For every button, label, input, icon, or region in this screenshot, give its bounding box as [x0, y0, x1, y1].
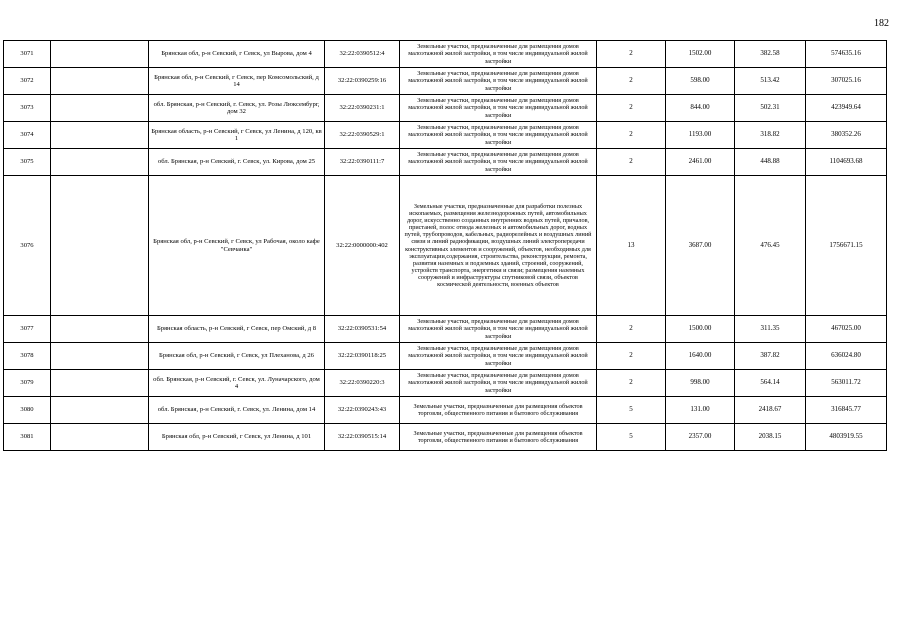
table-row: [4, 149, 887, 176]
address-cell: обл. Брянская, р-н Севский, г. Севск, ул. Луначарского, дом 4: [149, 370, 325, 397]
table-row: [4, 68, 887, 95]
area-cell: 998.00: [666, 370, 735, 397]
rate-cell: 476.45: [735, 176, 806, 316]
row-number: 3072: [4, 68, 51, 95]
page-number: 182: [874, 18, 889, 29]
blank-cell: [51, 149, 149, 176]
cadastral-number-cell: 32:22:0000000:402: [325, 176, 400, 316]
land-use-cell: Земельные участки, предназначенные для размещения домов малоэтажной жилой застройки, в том числе индивидуальной жилой застройки: [400, 316, 597, 343]
row-number: 3071: [4, 41, 51, 68]
address-cell: Брянская обл, р-н Севский, г Севск, ул Вырова, дом 4: [149, 41, 325, 68]
row-number: 3077: [4, 316, 51, 343]
table-row: [4, 176, 887, 316]
blank-cell: [51, 122, 149, 149]
cadastral-value-table: [3, 40, 887, 451]
value-cell: 1104693.68: [806, 149, 887, 176]
row-number: 3080: [4, 397, 51, 424]
cadastral-number-cell: 32:22:0390529:1: [325, 122, 400, 149]
cadastral-number-cell: 32:22:0390512:4: [325, 41, 400, 68]
blank-cell: [51, 424, 149, 451]
area-cell: 3687.00: [666, 176, 735, 316]
cadastral-number-cell: 32:22:0390220:3: [325, 370, 400, 397]
value-cell: 1756671.15: [806, 176, 887, 316]
value-cell: 574635.16: [806, 41, 887, 68]
value-cell: 4803919.55: [806, 424, 887, 451]
value-cell: 380352.26: [806, 122, 887, 149]
address-cell: Брянская обл, р-н Севский, г Севск, ул Плеханова, д 26: [149, 343, 325, 370]
cadastral-number-cell: 32:22:0390118:25: [325, 343, 400, 370]
land-use-cell: Земельные участки, предназначенные для размещения домов малоэтажной жилой застройки, в том числе индивидуальной жилой застройки: [400, 41, 597, 68]
rate-cell: 318.82: [735, 122, 806, 149]
value-cell: 563011.72: [806, 370, 887, 397]
address-cell: Брянская область, р-н Севский, г Севск, пер Омский, д 8: [149, 316, 325, 343]
row-number: 3075: [4, 149, 51, 176]
blank-cell: [51, 68, 149, 95]
table-row: [4, 343, 887, 370]
table-row: [4, 370, 887, 397]
group-cell: 2: [597, 343, 666, 370]
blank-cell: [51, 176, 149, 316]
group-cell: 2: [597, 41, 666, 68]
land-use-cell: Земельные участки, предназначенные для размещения домов малоэтажной жилой застройки, в том числе индивидуальной жилой застройки: [400, 95, 597, 122]
table-row: [4, 316, 887, 343]
group-cell: 13: [597, 176, 666, 316]
cadastral-number-cell: 32:22:0390531:54: [325, 316, 400, 343]
table-row: [4, 41, 887, 68]
rate-cell: 513.42: [735, 68, 806, 95]
area-cell: 1640.00: [666, 343, 735, 370]
area-cell: 1502.00: [666, 41, 735, 68]
group-cell: 2: [597, 149, 666, 176]
address-cell: Брянская обл, р-н Севский, г Севск, ул Рабочая, около кафе "Севчанка": [149, 176, 325, 316]
address-cell: обл. Брянская, р-н Севский, г. Севск, ул. Кирова, дом 25: [149, 149, 325, 176]
rate-cell: 2038.15: [735, 424, 806, 451]
value-cell: 423949.64: [806, 95, 887, 122]
land-use-cell: Земельные участки, предназначенные для размещения домов малоэтажной жилой застройки, в том числе индивидуальной жилой застройки: [400, 343, 597, 370]
area-cell: 598.00: [666, 68, 735, 95]
blank-cell: [51, 95, 149, 122]
blank-cell: [51, 343, 149, 370]
rate-cell: 311.35: [735, 316, 806, 343]
table-row: [4, 424, 887, 451]
cadastral-number-cell: 32:22:0390243:43: [325, 397, 400, 424]
row-number: 3073: [4, 95, 51, 122]
value-cell: 467025.00: [806, 316, 887, 343]
group-cell: 2: [597, 122, 666, 149]
cadastral-number-cell: 32:22:0390231:1: [325, 95, 400, 122]
land-use-cell: Земельные участки, предназначенные для размещения домов малоэтажной жилой застройки, в том числе индивидуальной жилой застройки: [400, 68, 597, 95]
rate-cell: 2418.67: [735, 397, 806, 424]
row-number: 3079: [4, 370, 51, 397]
land-use-cell: Земельные участки, предназначенные для разработки полезных ископаемых, размещения железнодорожных путей, автомобильных дорог, искусственно созданных внутренних водных путей, причалов, пристаней, полос отвода железных и автомобильных дорог, водных путей, трубопроводов, кабельных, радиорелейных и воздушных линий связи и линий радиофикации, воздушных линий электропередачи конструктивных элементов и сооружений, объектов, необходимых для эксплуатации,содержания, строительства, реконструкции, ремонта, развития наземных и подземных зданий, строений, сооружений, устройств транспорта, энергетики и связи; размещения наземных сооружений и инфраструктуры спутниковой связи, объектов космической деятельности, военных объектов: [400, 176, 597, 316]
cadastral-number-cell: 32:22:0390111:7: [325, 149, 400, 176]
table-row: [4, 397, 887, 424]
blank-cell: [51, 41, 149, 68]
row-number: 3081: [4, 424, 51, 451]
blank-cell: [51, 370, 149, 397]
group-cell: 2: [597, 370, 666, 397]
area-cell: 2461.00: [666, 149, 735, 176]
area-cell: 1193.00: [666, 122, 735, 149]
address-cell: Брянская обл, р-н Севский, г Севск, ул Ленина, д 101: [149, 424, 325, 451]
area-cell: 131.00: [666, 397, 735, 424]
table-row: [4, 122, 887, 149]
area-cell: 1500.00: [666, 316, 735, 343]
cadastral-number-cell: 32:22:0390259:16: [325, 68, 400, 95]
area-cell: 844.00: [666, 95, 735, 122]
rate-cell: 502.31: [735, 95, 806, 122]
address-cell: Брянская обл, р-н Севский, г Севск, пер Комсомольский, д 14: [149, 68, 325, 95]
group-cell: 2: [597, 316, 666, 343]
rate-cell: 387.82: [735, 343, 806, 370]
group-cell: 2: [597, 95, 666, 122]
rate-cell: 448.88: [735, 149, 806, 176]
blank-cell: [51, 397, 149, 424]
value-cell: 316845.77: [806, 397, 887, 424]
land-use-cell: Земельные участки, предназначенные для размещения объектов торговли, общественного питания и бытового обслуживания: [400, 397, 597, 424]
value-cell: 307025.16: [806, 68, 887, 95]
rate-cell: 564.14: [735, 370, 806, 397]
land-use-cell: Земельные участки, предназначенные для размещения объектов торговли, общественного питания и бытового обслуживания: [400, 424, 597, 451]
group-cell: 5: [597, 424, 666, 451]
area-cell: 2357.00: [666, 424, 735, 451]
blank-cell: [51, 316, 149, 343]
address-cell: Брянская область, р-н Севский, г Севск, ул Ленина, д 120, кв 1: [149, 122, 325, 149]
land-use-cell: Земельные участки, предназначенные для размещения домов малоэтажной жилой застройки, в том числе индивидуальной жилой застройки: [400, 370, 597, 397]
rate-cell: 382.58: [735, 41, 806, 68]
group-cell: 5: [597, 397, 666, 424]
address-cell: обл. Брянская, р-н Севский, г. Севск, ул. Ленина, дом 14: [149, 397, 325, 424]
row-number: 3076: [4, 176, 51, 316]
value-cell: 636024.80: [806, 343, 887, 370]
land-use-cell: Земельные участки, предназначенные для размещения домов малоэтажной жилой застройки, в том числе индивидуальной жилой застройки: [400, 149, 597, 176]
cadastral-number-cell: 32:22:0390515:14: [325, 424, 400, 451]
land-use-cell: Земельные участки, предназначенные для размещения домов малоэтажной жилой застройки, в том числе индивидуальной жилой застройки: [400, 122, 597, 149]
group-cell: 2: [597, 68, 666, 95]
row-number: 3078: [4, 343, 51, 370]
row-number: 3074: [4, 122, 51, 149]
address-cell: обл. Брянская, р-н Севский, г. Севск, ул. Розы Люксембург, дом 32: [149, 95, 325, 122]
table-row: [4, 95, 887, 122]
